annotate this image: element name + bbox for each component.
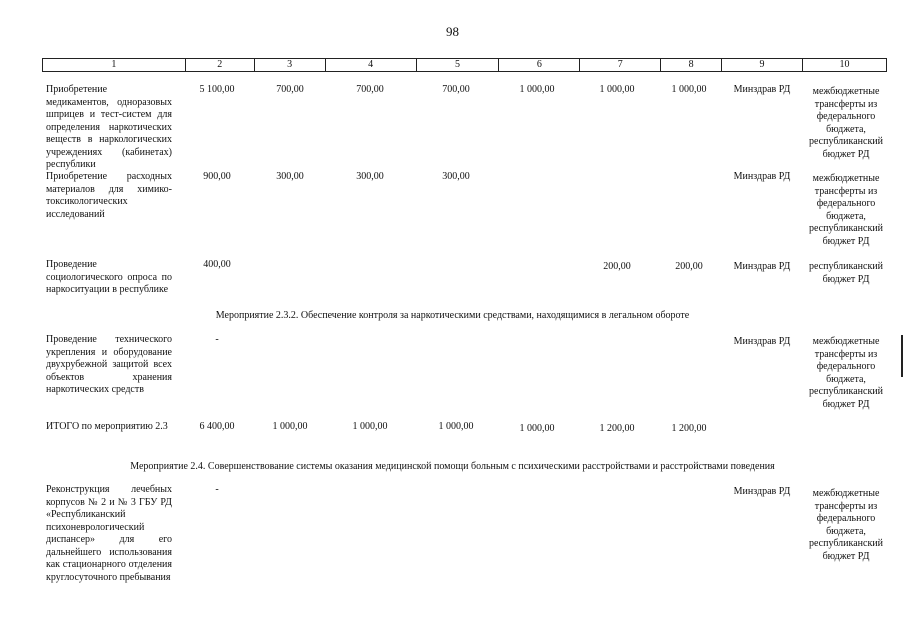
section-heading: Мероприятие 2.4. Совершенствование системы оказания медицинской помощи больным с психическими расстройствами и расстройствами поведения — [130, 461, 775, 472]
value-year-2: 1 000,00 — [352, 421, 388, 432]
row-description: Проведение социологического опроса по наркоситуации в республике — [46, 259, 172, 295]
col-header-1: 1 — [43, 59, 186, 72]
scan-edge-mark — [901, 335, 903, 377]
value-total: - — [215, 484, 219, 495]
value-year-3: 300,00 — [442, 171, 470, 182]
col-header-2: 2 — [185, 59, 254, 72]
row-description: Приобретение медикаментов, одноразовых шприцев и тест-систем для определения наркотических веществ в наркологических учреждениях (кабинетах) республики — [46, 84, 172, 170]
col-header-5: 5 — [416, 59, 499, 72]
value-year-1: 1 000,00 — [272, 421, 308, 432]
col-header-10: 10 — [803, 59, 887, 72]
col-header-4: 4 — [325, 59, 416, 72]
section-heading: Мероприятие 2.3.2. Обеспечение контроля за наркотическими средствами, находящимися в легальном обороте — [215, 310, 690, 321]
value-total: 900,00 — [203, 171, 231, 182]
col-header-6: 6 — [499, 59, 580, 72]
funding-source: межбюджетные трансферты из федерального бюджета, республиканский бюджет РД — [808, 173, 884, 247]
value-total: 6 400,00 — [199, 421, 235, 432]
row-description: ИТОГО по мероприятию 2.3 — [46, 421, 168, 432]
value-total: 400,00 — [203, 259, 231, 270]
funding-source: межбюджетные трансферты из федерального бюджета, республиканский бюджет РД — [808, 86, 884, 160]
executor: Минздрав РД — [733, 261, 791, 272]
value-year-5: 1 200,00 — [599, 423, 635, 434]
row-description: Приобретение расходных материалов для химико-токсикологических исследований — [46, 171, 172, 220]
value-year-6: 1 200,00 — [671, 423, 707, 434]
page-number: 98 — [446, 24, 459, 39]
value-year-5: 200,00 — [603, 261, 631, 272]
executor: Минздрав РД — [733, 336, 791, 347]
funding-source: межбюджетные трансферты из федерального бюджета, республиканский бюджет РД — [808, 336, 884, 410]
col-header-8: 8 — [661, 59, 722, 72]
funding-source: республиканский бюджет РД — [808, 261, 884, 285]
col-header-9: 9 — [722, 59, 803, 72]
col-header-7: 7 — [580, 59, 661, 72]
value-total: 5 100,00 — [199, 84, 235, 95]
value-year-1: 700,00 — [276, 84, 304, 95]
value-year-6: 200,00 — [675, 261, 703, 272]
column-number-header — [42, 58, 887, 72]
value-total: - — [215, 334, 219, 345]
executor: Минздрав РД — [733, 171, 791, 182]
executor: Минздрав РД — [733, 486, 791, 497]
executor: Минздрав РД — [733, 84, 791, 95]
value-year-4: 1 000,00 — [519, 423, 555, 434]
value-year-2: 300,00 — [356, 171, 384, 182]
row-description: Проведение технического укрепления и оборудование двухрубежной защитой всех объектов хранения наркотических средств — [46, 334, 172, 395]
value-year-3: 700,00 — [442, 84, 470, 95]
value-year-5: 1 000,00 — [599, 84, 635, 95]
row-description: Реконструкция лечебных корпусов № 2 и № 3 ГБУ РД «Республиканский психоневрологический диспансер» для его дальнейшего использования как стационарного отделения круглосуточного пребывания — [46, 484, 172, 583]
value-year-2: 700,00 — [356, 84, 384, 95]
funding-source: межбюджетные трансферты из федерального бюджета, республиканский бюджет РД — [808, 488, 884, 562]
value-year-3: 1 000,00 — [438, 421, 474, 432]
value-year-4: 1 000,00 — [519, 84, 555, 95]
col-header-3: 3 — [254, 59, 325, 72]
value-year-6: 1 000,00 — [671, 84, 707, 95]
value-year-1: 300,00 — [276, 171, 304, 182]
